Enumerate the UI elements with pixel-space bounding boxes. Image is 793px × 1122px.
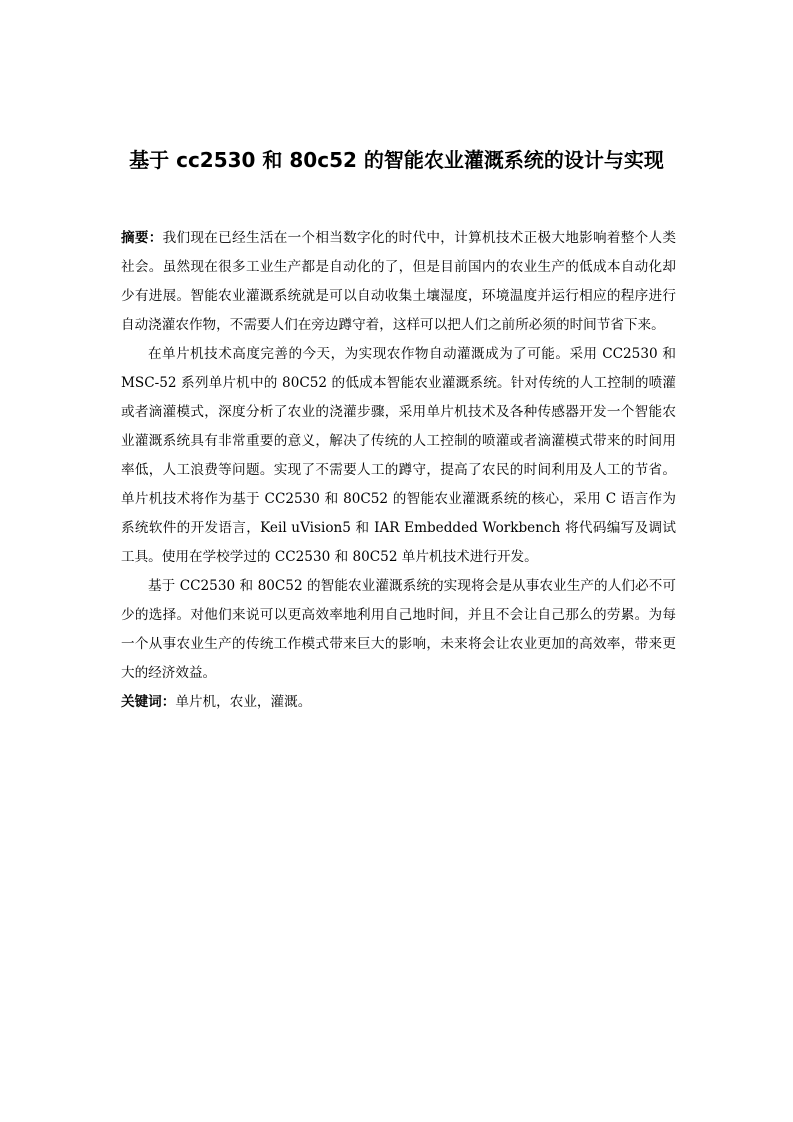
abstract-paragraph-1 [121,224,676,340]
keywords-label: 关键词： [121,694,176,710]
abstract-paragraph-1-text: 我们现在已经生活在一个相当数字化的时代中，计算机技术正极大地影响着整个人类社会。虽然现在很多工业生产都是自动化的了，但是目前国内的农业生产的低成本自动化却少有进展。智能农业灌溉系统就是可以自动收集土壤湿度，环境温度并运行相应的程序进行自动浇灌农作物，不需要人们在旁边蹲守着，这样可以把人们之前所必须的时间节省下来。 [121,230,677,333]
document-title: 基于 cc2530 和 80c52 的智能农业灌溉系统的设计与实现 [129,148,664,172]
abstract-section [121,224,676,717]
abstract-label: 摘要： [121,230,163,246]
keywords-text: 单片机，农业，灌溉。 [175,694,312,710]
keywords-line [121,688,676,717]
abstract-paragraph-3: 基于 CC2530 和 80C52 的智能农业灌溉系统的实现将会是从事农业生产的人们必不可少的选择。对他们来说可以更高效率地利用自己地时间，并且不会让自己那么的劳累。为每一个从事农业生产的传统工作模式带来巨大的影响，未来将会让农业更加的高效率，带来更大的经济效益。 [121,578,676,681]
abstract-paragraph-2: 在单片机技术高度完善的今天，为实现农作物自动灌溉成为了可能。采用 CC2530 和 MSC-52 系列单片机中的 80C52 的低成本智能农业灌溉系统。针对传统的人工控制的喷灌或者滴灌模式，深度分析了农业的浇灌步骤，采用单片机技术及各种传感器开发一个智能农业灌溉系统具有非常重要的意义，解决了传统的人工控制的喷灌或者滴灌模式带来的时间用率低，人工浪费等问题。实现了不需要人工的蹲守，提高了农民的时间利用及人工的节省。单片机技术将作为基于 CC2530 和 80C52 的智能农业灌溉系统的核心，采用 C 语言作为系统软件的开发语言，Keil uVision5 和 IAR Embedded Workbench 将代码编写及调试工具。使用在学校学过的 CC2530 和 80C52 单片机技术进行开发。 [121,346,676,565]
